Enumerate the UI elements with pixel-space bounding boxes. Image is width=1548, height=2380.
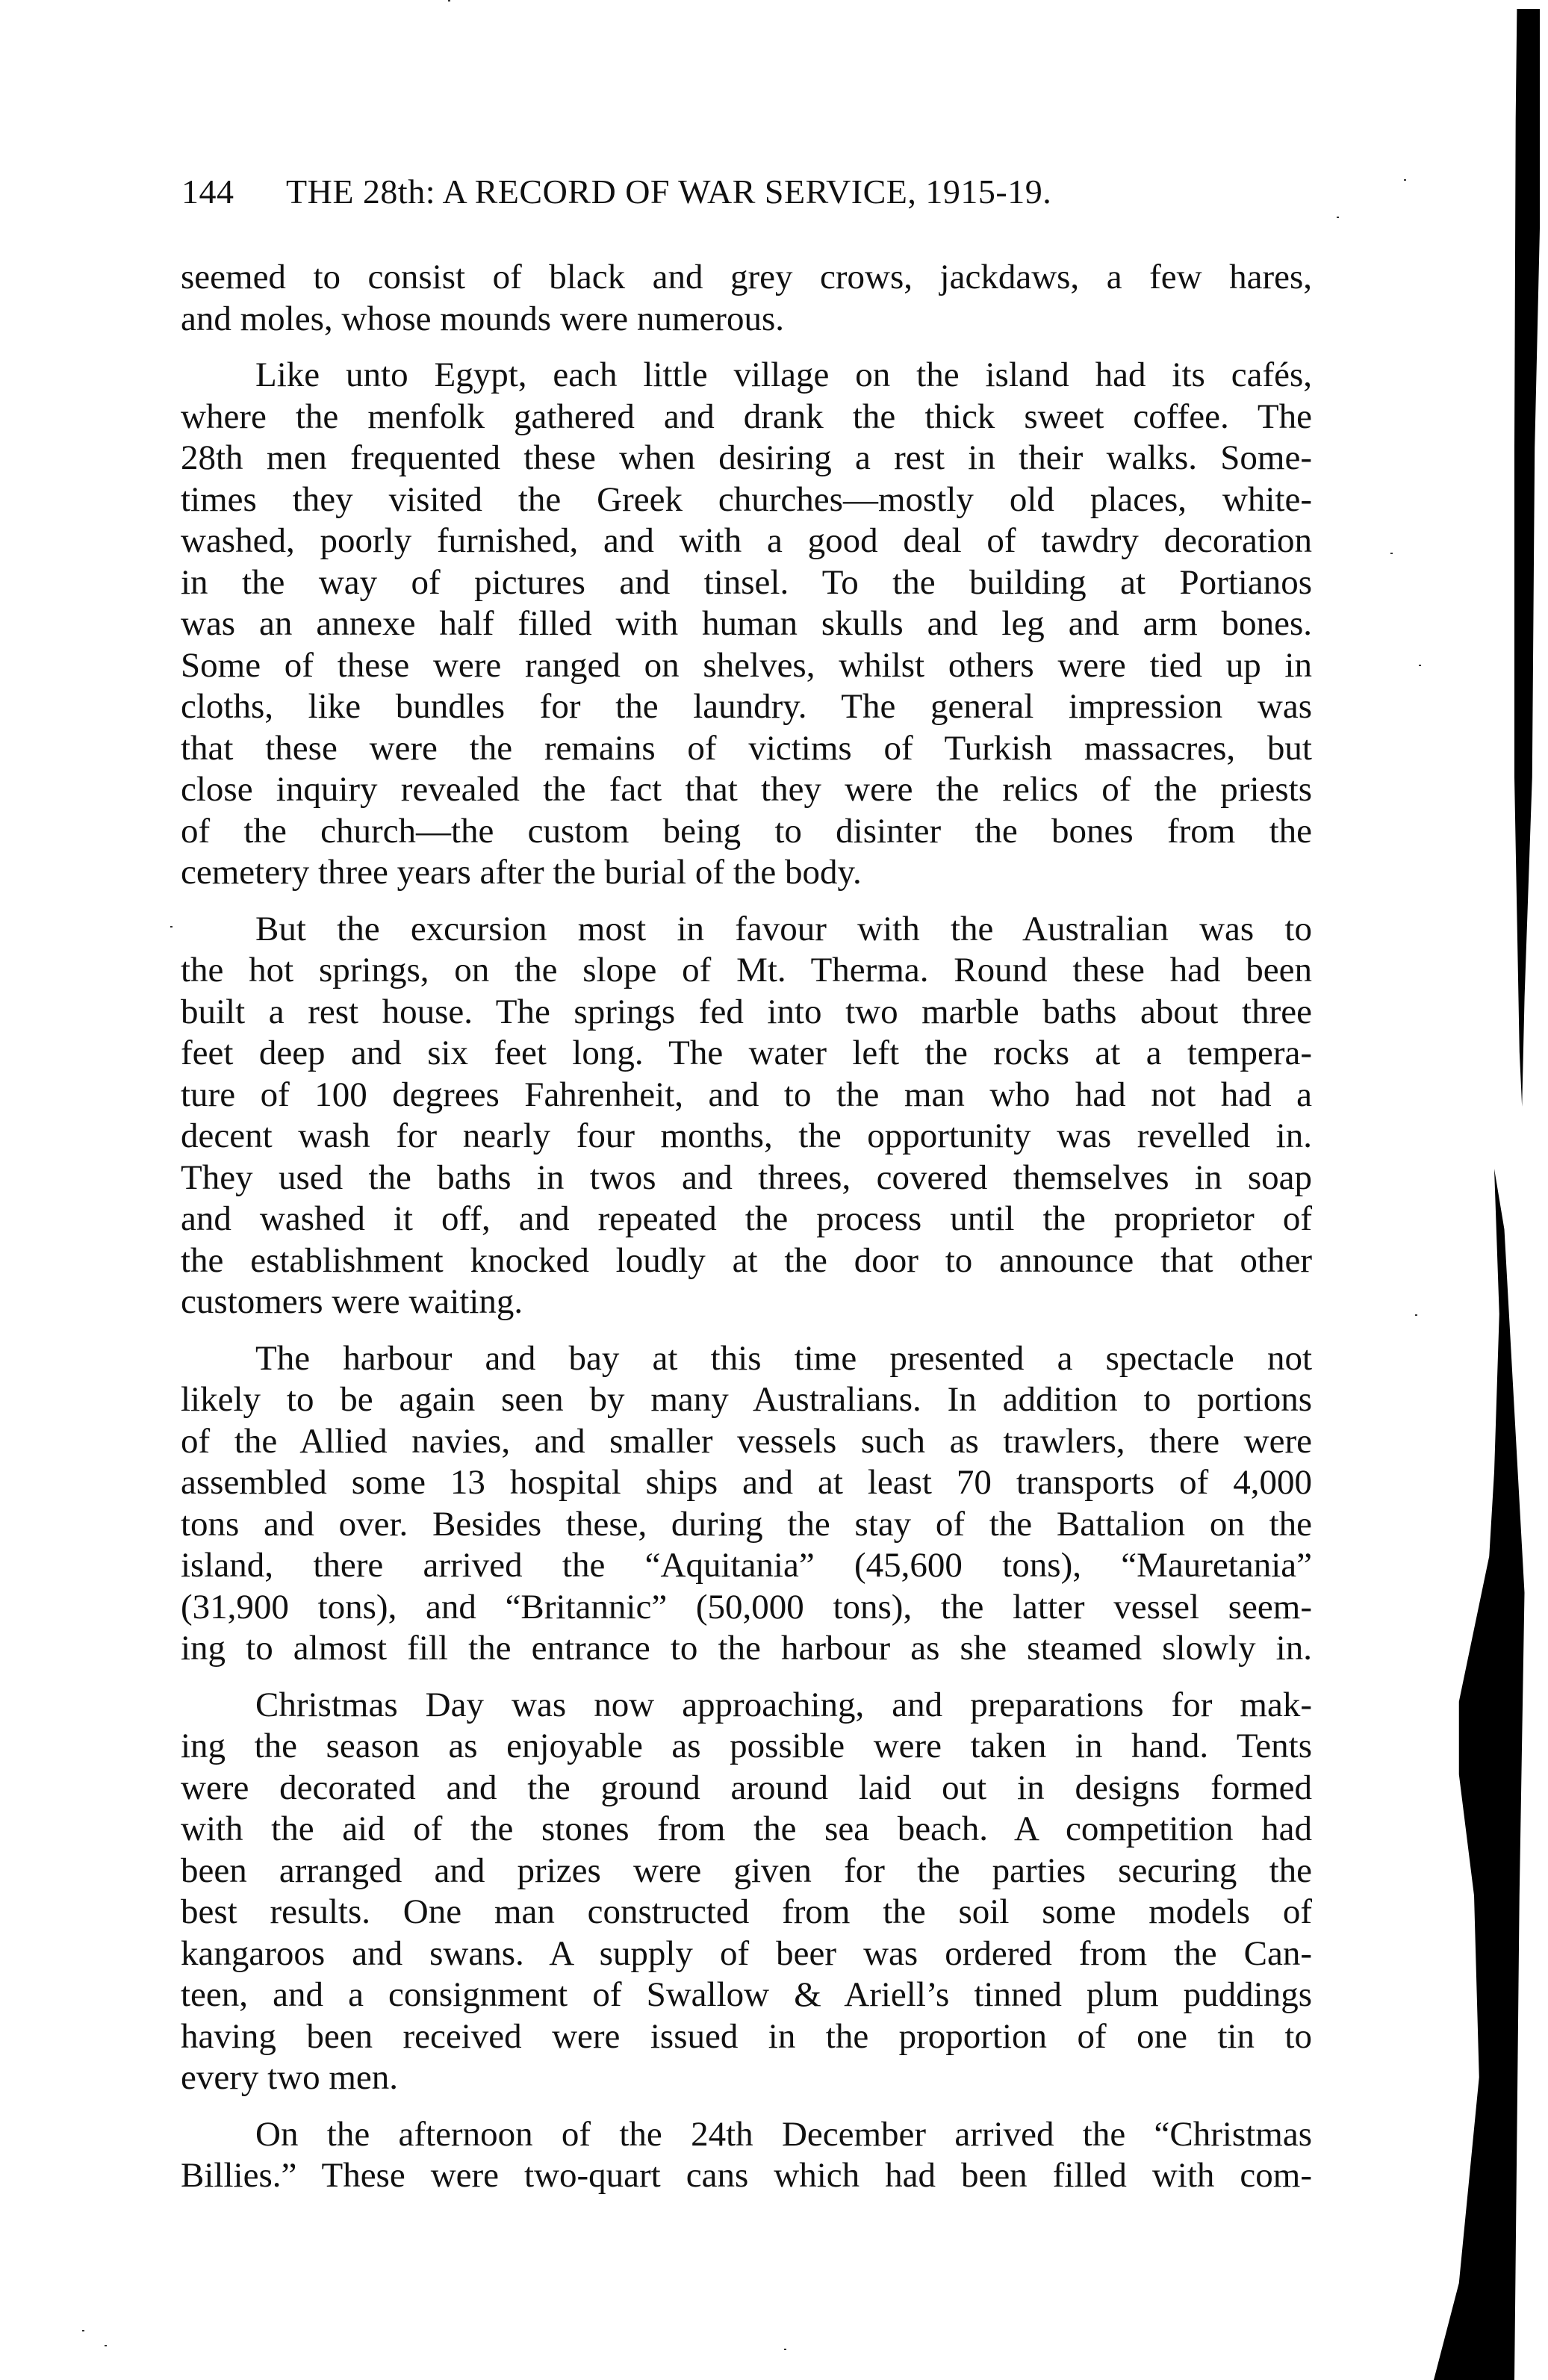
text-line: Like unto Egypt, each little village on the island had its cafés, (255, 355, 1312, 394)
paragraph (181, 909, 1312, 1323)
text-line: washed, poorly furnished, and with a good deal of tawdry decoration (181, 521, 1312, 560)
text-line: Some of these were ranged on shelves, whilst others were tied up in (181, 645, 1312, 685)
paragraph (181, 257, 1312, 340)
text-line: in the way of pictures and tinsel. To the building at Portianos (181, 562, 1312, 602)
scan-speck (105, 2345, 107, 2346)
running-head (181, 173, 1227, 211)
scan-speck (448, 0, 450, 1)
text-line: On the afternoon of the 24th December arrived the “Christmas (255, 2114, 1312, 2154)
scan-speck (784, 2349, 786, 2350)
text-line: where the menfolk gathered and drank the thick sweet coffee. The (181, 397, 1312, 436)
text-line: of the Allied navies, and smaller vessels such as trawlers, there were (181, 1421, 1312, 1461)
paragraph (181, 1685, 1312, 2099)
scan-speck (1419, 665, 1421, 666)
text-line: feet deep and six feet long. The water left the rocks at a tempera- (181, 1034, 1312, 1072)
text-line: were decorated and the ground around laid out in designs formed (181, 1768, 1312, 1807)
text-line: close inquiry revealed the fact that they were the relics of the priests (181, 770, 1312, 809)
text-line: that these were the remains of victims of Turkish massacres, but (181, 728, 1312, 768)
text-line: customers were waiting. (181, 1282, 523, 1321)
text-line: ing the season as enjoyable as possible were taken in hand. Tents (181, 1727, 1312, 1765)
text-line: teen, and a consignment of Swallow & Ariell’s tinned plum puddings (181, 1975, 1312, 2014)
scan-speck (82, 2330, 84, 2331)
text-line: island, there arrived the “Aquitania” (45,600 tons), “Mauretania” (181, 1546, 1312, 1585)
text-line: seemed to consist of black and grey crows, jackdaws, a few hares, (181, 258, 1312, 296)
scan-speck (170, 926, 172, 928)
text-line: cemetery three years after the burial of the body. (181, 853, 862, 892)
text-line: of the church—the custom being to disinter the bones from the (181, 811, 1312, 851)
text-line: tons and over. Besides these, during the stay of the Battalion on the (181, 1504, 1312, 1544)
text-line: having been received were issued in the proportion of one tin to (181, 2016, 1312, 2056)
text-line: Billies.” These were two-quart cans which had been filled with com- (181, 2156, 1312, 2195)
scan-speck (1415, 1314, 1417, 1316)
text-line: times they visited the Greek churches—mostly old places, white- (181, 479, 1312, 519)
body-text (181, 257, 1312, 2212)
text-line: cloths, like bundles for the laundry. The general impression was (181, 687, 1312, 726)
text-line: Christmas Day was now approaching, and preparations for mak- (255, 1685, 1312, 1724)
scan-speck (1390, 553, 1393, 554)
text-line: They used the baths in twos and threes, covered themselves in soap (181, 1158, 1312, 1197)
text-line: likely to be again seen by many Australians. In addition to portions (181, 1380, 1312, 1419)
text-line: ture of 100 degrees Fahrenheit, and to the man who had not had a (181, 1075, 1312, 1114)
text-line: (31,900 tons), and “Britannic” (50,000 tons), the latter vessel seem- (181, 1587, 1312, 1626)
text-line: been arranged and prizes were given for the parties securing the (181, 1851, 1312, 1890)
text-line: The harbour and bay at this time presented a spectacle not (255, 1338, 1312, 1378)
page-number: 144 (181, 173, 234, 211)
text-line: the hot springs, on the slope of Mt. Therma. Round these had been (181, 951, 1312, 989)
paragraph (181, 1338, 1312, 1670)
text-line: with the aid of the stones from the sea beach. A competition had (181, 1809, 1312, 1848)
scan-speck (1404, 179, 1406, 181)
paragraph (181, 2114, 1312, 2197)
text-line: and moles, whose mounds were numerous. (181, 299, 784, 338)
text-line: the establishment knocked loudly at the door to announce that other (181, 1240, 1312, 1280)
scan-speck (1337, 217, 1339, 218)
text-line: and washed it off, and repeated the process until the proprietor of (181, 1199, 1312, 1238)
scan-edge-shadow-bottom (1434, 1169, 1535, 2380)
text-line: 28th men frequented these when desiring a rest in their walks. Some- (181, 438, 1312, 477)
paragraph (181, 355, 1312, 894)
running-head-title: THE 28th: A RECORD OF WAR SERVICE, 1915-19. (286, 173, 1052, 211)
scan-edge-shadow-top (1514, 9, 1540, 1107)
text-line: ing to almost fill the entrance to the harbour as she steamed slowly in. (181, 1629, 1312, 1668)
text-line: kangaroos and swans. A supply of beer was ordered from the Can- (181, 1933, 1312, 1973)
text-line: assembled some 13 hospital ships and at least 70 transports of 4,000 (181, 1463, 1312, 1502)
text-line: decent wash for nearly four months, the opportunity was revelled in. (181, 1116, 1312, 1155)
text-line: But the excursion most in favour with the Australian was to (255, 909, 1312, 948)
text-line: best results. One man constructed from the soil some models of (181, 1892, 1312, 1931)
text-line: every two men. (181, 2058, 399, 2097)
text-line: built a rest house. The springs fed into two marble baths about three (181, 992, 1312, 1031)
text-line: was an annexe half filled with human skulls and leg and arm bones. (181, 604, 1312, 643)
